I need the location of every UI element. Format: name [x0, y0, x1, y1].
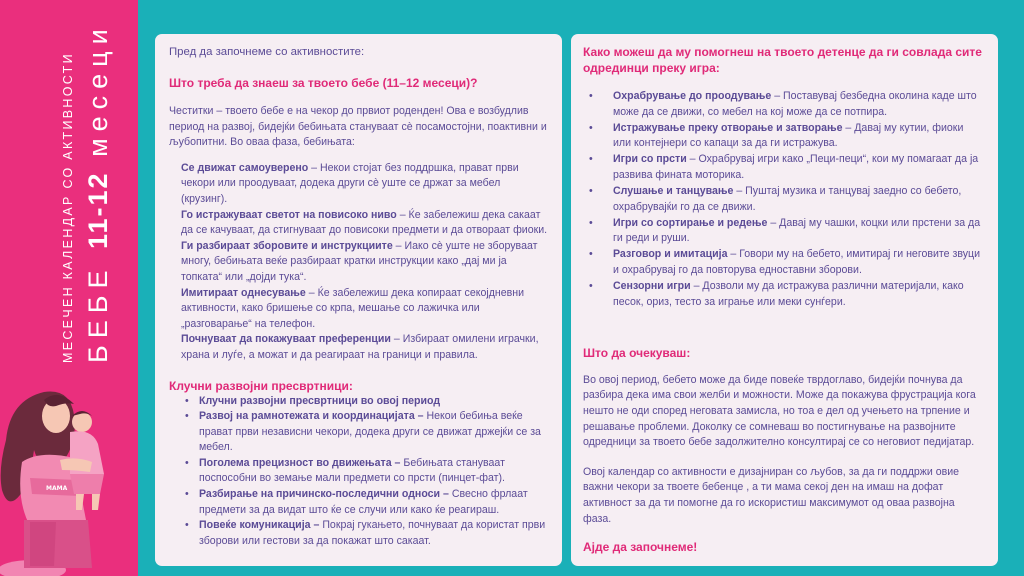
tip-item: • Игри со сортирање и редење – Давај му чашки, коцки или прстени за да ги реди и руши. — [583, 216, 984, 247]
phase-item: Почнуваат да покажуваат преференции – Избираат омилени играчки, храна и луѓе, а можат и да реагираат на граници и правила. — [181, 333, 539, 361]
tip-item: • Сензорни игри – Дозволи му да истражува различни материјали, како песок, ориз, тесто за играње или меки сунѓери. — [583, 279, 984, 310]
phase-item: Го истражуваат светот на повисоко ниво – Ќе забележиш дека сакаат да се качуваат, да стигнуваат до повисоки предмети и да отвораат фиоки. — [181, 208, 548, 237]
calendar-subtitle: МЕСЕЧЕН КАЛЕНДАР СО АКТИВНОСТИ — [61, 52, 75, 363]
intro-text: Пред да започнеме со активностите: — [169, 46, 365, 58]
tip-item: • Слушање и танцување – Пуштај музика и танцувај заедно со бебето, охрабрувајќи го да се движи. — [583, 184, 984, 215]
tip-item: • Разговор и имитација – Говори му на бебето, имитирај ги неговите звуци и охрабрувај го да повторува едноставни зборови. — [583, 247, 984, 278]
expect-heading: Што да очекуваш: — [583, 345, 691, 360]
right-heading: Како можеш да му помогнеш на твоето детенце да ги совлада сите одрединци преку игра: — [583, 45, 982, 75]
milestones-list — [169, 394, 548, 550]
tip-item: • Истражување преку отворање и затворање – Давај му кутии, фиоки или контејнери со капаци за да ги истражува. — [583, 121, 984, 152]
title-age: 11-12 — [83, 171, 113, 250]
expect-text: Во овој период, бебето може да биде повеќе тврдоглаво, бидејќи почнува да разбира дека има свои желби и можности. Може да покажува фрустрација кога нешто не оди според неговата замисла, но тоа е дел од учењето на трпение и решавање проблеми. Доколку се сомневаш во постигнување на развојните одредници за твоето бебе задолжително консултирај се со неговиот педијатар. — [583, 373, 976, 449]
vertical-title — [60, 22, 116, 363]
sidebar — [0, 0, 138, 576]
milestone-item: • Развој на рамнотежата и координацијата – Некои бебиња веќе прават први независни чекори, додека други се движат држејќи се за мебел. — [169, 409, 548, 456]
calendar-title — [80, 22, 116, 363]
title-part1: БЕБЕ — [83, 263, 113, 363]
svg-text:MAMA: MAMA — [46, 485, 68, 492]
mother-baby-illustration — [0, 370, 138, 576]
right-panel — [571, 34, 998, 566]
milestone-item: • Повеќе комуникација – Покрај гукањето, почнуваат да користат први зборови или гестови за да покажат што сакаат. — [169, 518, 548, 549]
milestone-item: • Разбирање на причинско-последични односи – Свесно фрлаат предмети за да видат што ќе се случи или како ќе реагираш. — [169, 487, 548, 518]
left-heading: Што треба да знаеш за твоето бебе (11–12 месеци)? — [169, 76, 478, 90]
title-part2: месеци — [83, 22, 113, 157]
milestone-item: • Клучни развојни пресвртници во овој период — [169, 394, 548, 410]
phase-item: Се движат самоуверено – Некои стојат без поддршка, прават први чекори или проодуваат, додека други сè уште се држат за мебел (крузинг). — [181, 161, 519, 205]
tip-item: • Охрабрување до проодување – Поставувај безбедна околина каде што може да се движи, со мебел на кој може да се потпира. — [583, 89, 984, 120]
phase-item: Имитираат однесување – Ќе забележиш дека копираат секојдневни активности, како бришење со крпа, мешање со лажичка или „разговарање“ на телефон. — [181, 286, 525, 330]
phase-item: Ги разбираат зборовите и инструкциите – Иако сè уште не зборуваат многу, бебињата веќе разбираат кратки инструкции како „дај ми ја топката“ или „дојди тука“. — [181, 239, 538, 283]
calendar-text: Овој календар со активности е дизајниран со љубов, за да ги поддржи овие важни чекори за твоете бебенце , а ти мама секој ден на имаш на дофат активност за да ти помогне да го искористиш максимумот од оваа развојна фаза. — [583, 465, 960, 525]
congrats-text: Честитки – твоето бебе е на чекор до првиот роденден! Ова е возбудлив период на развој, бидејќи бебињата стануваат сè посамостојни, поактивни и љубопитни. Во оваа фаза, бебињата: — [169, 105, 547, 149]
tip-item: • Игри со прсти – Охрабрувај игри како „Пеци-пеци“, кои му помагаат да ја развива фината моторика. — [583, 152, 984, 183]
milestone-item: • Поголема прецизност во движењата – Бебињата стануваат поспособни во земање мали предмети со прсти (пинцет-фат). — [169, 456, 548, 487]
tips-list — [583, 89, 984, 310]
phases-list — [169, 161, 548, 364]
closing-text: Ајде да започнеме! — [583, 540, 698, 555]
left-panel — [155, 34, 562, 566]
milestones-heading: Клучни развојни пресвртници: — [169, 378, 353, 393]
